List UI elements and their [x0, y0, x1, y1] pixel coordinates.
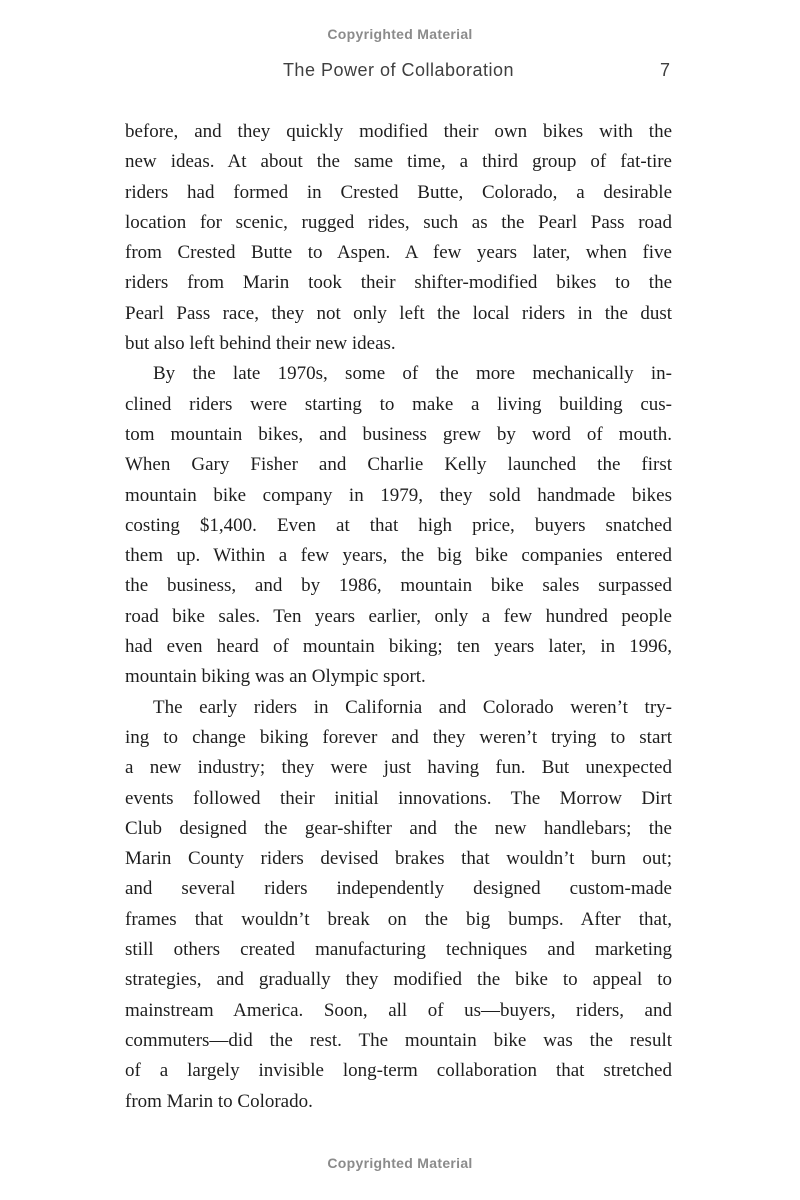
- text-line: When Gary Fisher and Charlie Kelly launched the first: [125, 454, 672, 476]
- text-line: had even heard of mountain biking; ten years later, in 1996,: [125, 636, 672, 658]
- text-line: riders had formed in Crested Butte, Colorado, a desirable: [125, 181, 672, 203]
- body-text: [125, 117, 672, 1117]
- text-line: the business, and by 1986, mountain bike sales surpassed: [125, 575, 672, 597]
- text-line: Marin County riders devised brakes that wouldn’t burn out;: [125, 848, 672, 870]
- copyright-notice-top: Copyrighted Material: [327, 26, 473, 42]
- text-line: from Crested Butte to Aspen. A few years later, when five: [125, 242, 672, 264]
- text-line: tom mountain bikes, and business grew by word of mouth.: [125, 423, 672, 445]
- text-line: but also left behind their new ideas.: [125, 333, 396, 355]
- text-line: Club designed the gear-shifter and the new handlebars; the: [125, 817, 672, 839]
- text-line: them up. Within a few years, the big bike companies entered: [125, 545, 672, 567]
- chapter-title: The Power of Collaboration: [282, 60, 515, 80]
- text-line: The early riders in California and Colorado weren’t try-: [153, 696, 672, 718]
- text-line: a new industry; they were just having fun. But unexpected: [125, 757, 672, 779]
- text-line: new ideas. At about the same time, a third group of fat-tire: [125, 151, 672, 173]
- text-line: Pearl Pass race, they not only left the local riders in the dust: [125, 302, 672, 324]
- text-line: strategies, and gradually they modified the bike to appeal to: [125, 969, 672, 991]
- text-line: clined riders were starting to make a living building cus-: [125, 393, 672, 415]
- text-line: still others created manufacturing techniques and marketing: [125, 939, 672, 961]
- running-header: [125, 58, 672, 82]
- text-line: frames that wouldn’t break on the big bumps. After that,: [125, 908, 672, 930]
- text-line: from Marin to Colorado.: [125, 1090, 313, 1112]
- text-line: mountain bike company in 1979, they sold handmade bikes: [125, 484, 672, 506]
- text-line: and several riders independently designed custom-made: [125, 878, 672, 900]
- text-line: riders from Marin took their shifter-modified bikes to the: [125, 272, 672, 294]
- copyright-notice-bottom: Copyrighted Material: [327, 1155, 473, 1171]
- text-line: costing $1,400. Even at that high price, buyers snatched: [125, 514, 672, 536]
- text-line: commuters—did the rest. The mountain bike was the result: [125, 1029, 672, 1051]
- text-line: before, and they quickly modified their own bikes with the: [125, 121, 672, 142]
- text-line: of a largely invisible long-term collaboration that stretched: [125, 1060, 672, 1082]
- page-number: 7: [659, 60, 670, 80]
- text-line: road bike sales. Ten years earlier, only a few hundred people: [125, 605, 672, 627]
- text-line: mountain biking was an Olympic sport.: [125, 666, 426, 688]
- text-line: mainstream America. Soon, all of us—buyers, riders, and: [125, 999, 672, 1021]
- text-line: location for scenic, rugged rides, such as the Pearl Pass road: [125, 211, 672, 233]
- text-line: ing to change biking forever and they weren’t trying to start: [125, 726, 672, 748]
- text-line: events followed their initial innovations. The Morrow Dirt: [125, 787, 672, 809]
- text-line: By the late 1970s, some of the more mechanically in-: [153, 363, 672, 385]
